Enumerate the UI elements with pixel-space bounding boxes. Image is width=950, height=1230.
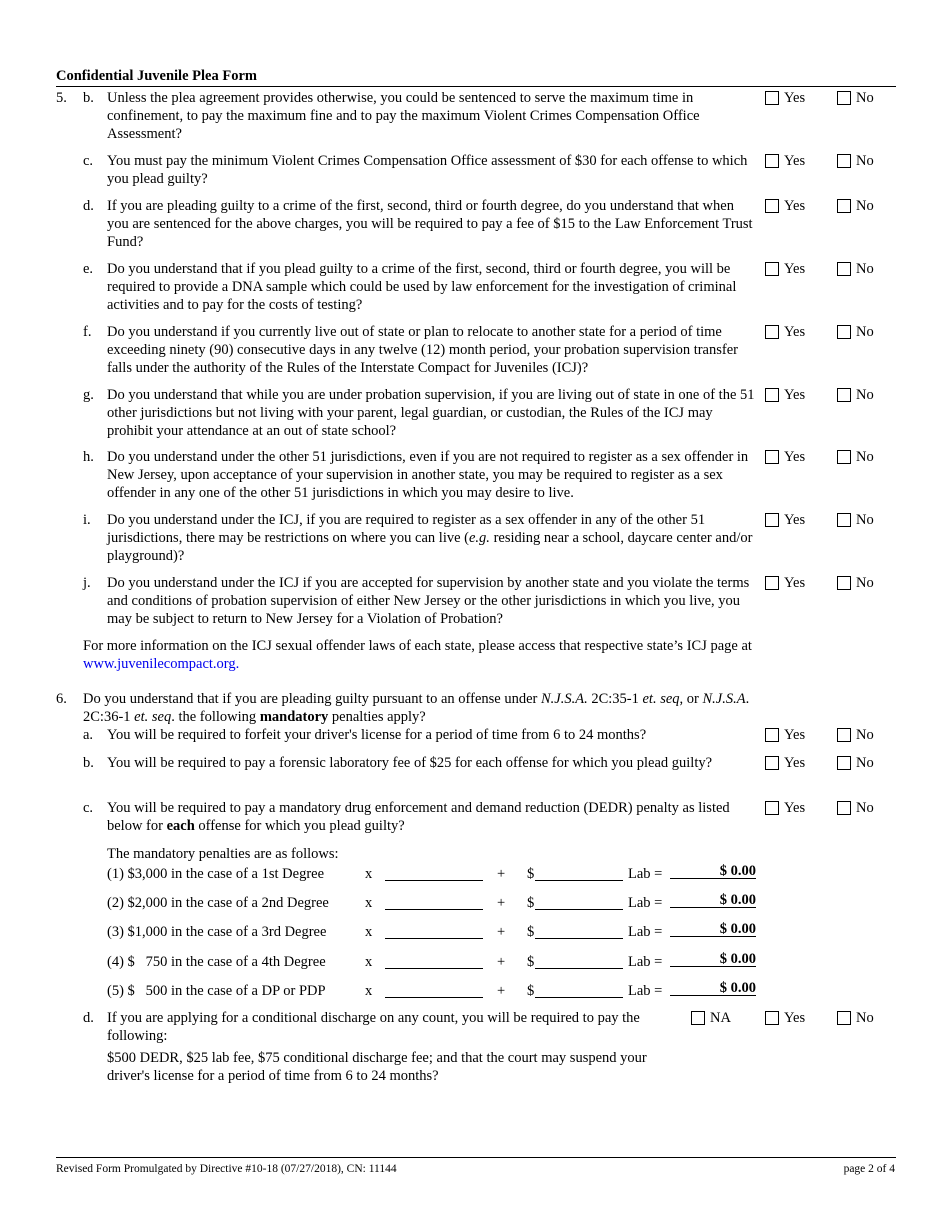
juvenile-compact-link[interactable]: www.juvenilecompact.org. <box>83 656 240 672</box>
item-5f-text: Do you understand if you currently live out of state or plan to relocate to another state for a period of time exceeding ninety (90) consecutive days in any twelve (12) month period, your probation supervision transfer falls under the authority of the Rules of the Interstate Compact for Juveniles (ICJ)? <box>107 324 738 376</box>
yes-label: Yes <box>784 90 806 106</box>
item-5d-text: If you are pleading guilty to a crime of the first, second, third or fourth degree, do you understand that when you are sentenced for the above charges, you will be required to pay a fee of $15 to the Law Enforcement Trust Fund? <box>107 198 753 250</box>
checkbox-box[interactable] <box>837 199 851 213</box>
checkbox-box[interactable] <box>837 576 851 590</box>
checkbox-box[interactable] <box>765 801 779 815</box>
item-6c-text-part2: offense for which you plead guilty? <box>194 818 405 834</box>
no-label: No <box>856 575 874 591</box>
item-5f-yes-checkbox[interactable] <box>765 323 805 341</box>
item-5c-yes-checkbox[interactable] <box>765 152 805 170</box>
checkbox-box[interactable] <box>765 154 779 168</box>
lab-label: Lab = <box>628 924 663 940</box>
checkbox-box[interactable] <box>765 513 779 527</box>
item-5c-no-checkbox[interactable] <box>837 152 874 170</box>
checkbox-box[interactable] <box>765 756 779 770</box>
item-6d-na-checkbox[interactable] <box>691 1009 731 1027</box>
penalty-total[interactable]: $ 0.00 <box>670 891 756 908</box>
item-6c-text-bold: each <box>166 818 195 834</box>
lab-label: Lab = <box>628 895 663 911</box>
plus-sign: + <box>497 924 506 940</box>
yes-label: Yes <box>784 1010 806 1026</box>
penalty-total[interactable]: $ 0.00 <box>670 920 756 937</box>
lab-label: Lab = <box>628 954 663 970</box>
no-label: No <box>856 387 874 403</box>
lab-label: Lab = <box>628 983 663 999</box>
section-6-number: 6. <box>56 691 67 707</box>
item-5i-text-part2: residing near a school, daycare center and/or playground)? <box>107 530 753 564</box>
no-label: No <box>856 800 874 816</box>
checkbox-box[interactable] <box>765 325 779 339</box>
checkbox-box[interactable] <box>837 728 851 742</box>
footer-rule <box>56 1157 896 1158</box>
item-6c-no-checkbox[interactable] <box>837 799 874 817</box>
item-6b-letter: b. <box>83 755 94 771</box>
item-5j-yes-checkbox[interactable] <box>765 574 805 592</box>
item-6b-yes-checkbox[interactable] <box>765 754 805 772</box>
item-5h-text: Do you understand under the other 51 jurisdictions, even if you are not required to register as a sex offender in New Jersey, upon acceptance of your supervision in another state, you may be required to register as a sex offender in any one of the other 51 jurisdictions in which you may desire to live. <box>107 449 749 501</box>
item-5i-text <box>107 511 757 565</box>
yes-label: Yes <box>784 198 806 214</box>
item-5b-letter: b. <box>83 90 94 106</box>
no-label: No <box>856 727 874 743</box>
item-5i-letter: i. <box>83 512 91 528</box>
item-6a-no-checkbox[interactable] <box>837 726 874 744</box>
dollar-sign: $ <box>527 983 535 999</box>
lab-fee-field[interactable] <box>535 864 623 881</box>
item-5d-no-checkbox[interactable] <box>837 197 874 215</box>
penalty-total[interactable]: $ 0.00 <box>670 950 756 967</box>
item-6d-text: If you are applying for a conditional discharge on any count, you will be required to pay the following: <box>107 1010 640 1044</box>
item-6c-text <box>107 799 747 835</box>
checkbox-box[interactable] <box>837 325 851 339</box>
plus-sign: + <box>497 954 506 970</box>
offense-count-field[interactable] <box>385 981 483 998</box>
no-label: No <box>856 90 874 106</box>
penalty-total[interactable]: $ 0.00 <box>670 862 756 879</box>
penalty-label: (2) $2,000 in the case of a 2nd Degree <box>107 895 329 911</box>
offense-count-field[interactable] <box>385 864 483 881</box>
yes-label: Yes <box>784 449 806 465</box>
plus-sign: + <box>497 866 506 882</box>
item-6d-fees-text: $500 DEDR, $25 lab fee, $75 conditional discharge fee; and that the court may suspend your driver's license for a period of time from 6 to 24 months? <box>107 1050 647 1084</box>
item-5b-text: Unless the plea agreement provides otherwise, you could be sentenced to serve the maximum time in confinement, to pay the maximum fine and to pay the maximum Violent Crimes Compensation Office Assessment? <box>107 90 700 142</box>
multiply-sign: x <box>365 895 373 911</box>
yes-label: Yes <box>784 387 806 403</box>
offense-count-field[interactable] <box>385 952 483 969</box>
item-5d-letter: d. <box>83 198 94 214</box>
no-label: No <box>856 324 874 340</box>
footer-directive: Revised Form Promulgated by Directive #10-18 (07/27/2018), CN: 11144 <box>56 1163 397 1175</box>
intro-em: et. seq <box>642 691 680 707</box>
checkbox-box[interactable] <box>765 728 779 742</box>
no-label: No <box>856 449 874 465</box>
item-6d-no-checkbox[interactable] <box>837 1009 874 1027</box>
yes-label: Yes <box>784 727 806 743</box>
item-5j-text: Do you understand under the ICJ if you are accepted for supervision by another state and you violate the terms and conditions of probation supervision of either New Jersey or the other jurisdictions in which you live, you may be subject to return to New Jersey for a Violation of Probation? <box>107 575 750 627</box>
intro-em: N.J.S.A. <box>540 691 588 707</box>
item-5h-yes-checkbox[interactable] <box>765 448 805 466</box>
item-6b-text: You will be required to pay a forensic laboratory fee of $25 for each offense for which you plead guilty? <box>107 755 713 771</box>
checkbox-box[interactable] <box>837 91 851 105</box>
item-6c-yes-checkbox[interactable] <box>765 799 805 817</box>
checkbox-box[interactable] <box>765 91 779 105</box>
checkbox-box[interactable] <box>837 450 851 464</box>
item-6a-yes-checkbox[interactable] <box>765 726 805 744</box>
offense-count-field[interactable] <box>385 922 483 939</box>
no-label: No <box>856 261 874 277</box>
lab-fee-field[interactable] <box>535 922 623 939</box>
yes-label: Yes <box>784 153 806 169</box>
section-6-intro <box>83 690 763 726</box>
item-5i-no-checkbox[interactable] <box>837 511 874 529</box>
checkbox-box[interactable] <box>765 576 779 590</box>
na-label: NA <box>710 1010 731 1026</box>
item-6c-letter: c. <box>83 800 94 816</box>
no-label: No <box>856 755 874 771</box>
form-title: Confidential Juvenile Plea Form <box>56 68 257 84</box>
item-5c-text: You must pay the minimum Violent Crimes Compensation Office assessment of $30 for each offense to which you plead guilty? <box>107 153 748 187</box>
yes-label: Yes <box>784 324 806 340</box>
yes-label: Yes <box>784 512 806 528</box>
no-label: No <box>856 1010 874 1026</box>
header-rule <box>56 86 896 87</box>
item-5g-no-checkbox[interactable] <box>837 386 874 404</box>
yes-label: Yes <box>784 755 806 771</box>
no-label: No <box>856 198 874 214</box>
intro-text: 2C:35-1 <box>587 691 643 707</box>
yes-label: Yes <box>784 800 806 816</box>
icj-info-paragraph <box>83 637 763 673</box>
yes-label: Yes <box>784 575 806 591</box>
item-6c-text-part1: You will be required to pay a mandatory drug enforcement and demand reduction (DEDR) penalty as listed below for <box>107 800 730 834</box>
penalty-label: (4) $ 750 in the case of a 4th Degree <box>107 954 326 970</box>
item-5e-no-checkbox[interactable] <box>837 260 874 278</box>
page-number: page 2 of 4 <box>843 1163 895 1175</box>
item-5g-yes-checkbox[interactable] <box>765 386 805 404</box>
checkbox-box[interactable] <box>765 262 779 276</box>
checkbox-box[interactable] <box>765 199 779 213</box>
intro-text: Do you understand that if you are pleading guilty pursuant to an offense under <box>83 691 541 707</box>
item-6d-letter: d. <box>83 1010 94 1026</box>
item-5d-yes-checkbox[interactable] <box>765 197 805 215</box>
multiply-sign: x <box>365 924 373 940</box>
icj-info-text: For more information on the ICJ sexual offender laws of each state, please access that respective state’s ICJ page at <box>83 638 752 654</box>
checkbox-box[interactable] <box>765 388 779 402</box>
item-5i-yes-checkbox[interactable] <box>765 511 805 529</box>
checkbox-box[interactable] <box>691 1011 705 1025</box>
item-5e-yes-checkbox[interactable] <box>765 260 805 278</box>
checkbox-box[interactable] <box>765 450 779 464</box>
item-5b-no-checkbox[interactable] <box>837 89 874 107</box>
item-5g-text: Do you understand that while you are under probation supervision, if you are living out of state in one of the 51 other jurisdictions but not living with your parent, legal guardian, or custodian, the Rules of the ICJ may prohibit your attendance at an out of state school? <box>107 387 755 439</box>
intro-em: et. seq <box>134 709 172 725</box>
yes-label: Yes <box>784 261 806 277</box>
penalty-label: (3) $1,000 in the case of a 3rd Degree <box>107 924 327 940</box>
lab-label: Lab = <box>628 866 663 882</box>
checkbox-box[interactable] <box>837 154 851 168</box>
checkbox-box[interactable] <box>837 388 851 402</box>
item-5e-text: Do you understand that if you plead guilty to a crime of the first, second, third or fourth degree, you will be required to provide a DNA sample which could be used by law enforcement for the investigation of criminal activities and to pay for the costs of testing? <box>107 261 737 313</box>
item-6b-no-checkbox[interactable] <box>837 754 874 772</box>
checkbox-box[interactable] <box>837 801 851 815</box>
checkbox-box[interactable] <box>837 262 851 276</box>
item-5j-no-checkbox[interactable] <box>837 574 874 592</box>
penalties-heading: The mandatory penalties are as follows: <box>107 846 339 862</box>
item-6a-text: You will be required to forfeit your driver's license for a period of time from 6 to 24 months? <box>107 727 647 743</box>
lab-fee-field[interactable] <box>535 893 623 910</box>
dollar-sign: $ <box>527 866 535 882</box>
penalty-label: (5) $ 500 in the case of a DP or PDP <box>107 983 326 999</box>
multiply-sign: x <box>365 866 373 882</box>
checkbox-box[interactable] <box>837 756 851 770</box>
no-label: No <box>856 153 874 169</box>
item-6a-letter: a. <box>83 727 94 743</box>
item-5f-no-checkbox[interactable] <box>837 323 874 341</box>
lab-fee-field[interactable] <box>535 981 623 998</box>
dollar-sign: $ <box>527 895 535 911</box>
penalty-total[interactable]: $ 0.00 <box>670 979 756 996</box>
plus-sign: + <box>497 983 506 999</box>
multiply-sign: x <box>365 954 373 970</box>
checkbox-box[interactable] <box>837 513 851 527</box>
item-6d-yes-checkbox[interactable] <box>765 1009 805 1027</box>
item-5c-letter: c. <box>83 153 94 169</box>
lab-fee-field[interactable] <box>535 952 623 969</box>
plus-sign: + <box>497 895 506 911</box>
item-5j-letter: j. <box>83 575 91 591</box>
item-5e-letter: e. <box>83 261 94 277</box>
intro-em: N.J.S.A <box>702 691 746 707</box>
item-5h-no-checkbox[interactable] <box>837 448 874 466</box>
dollar-sign: $ <box>527 924 535 940</box>
offense-count-field[interactable] <box>385 893 483 910</box>
item-5h-letter: h. <box>83 449 94 465</box>
item-5i-text-part1: Do you understand under the ICJ, if you are required to register as a sex offender in any of the other 51 jurisdictions, there may be restrictions on where you can live ( <box>107 512 706 546</box>
intro-text: . 2C:36-1 <box>83 691 750 725</box>
no-label: No <box>856 512 874 528</box>
item-5g-letter: g. <box>83 387 94 403</box>
item-5i-text-em: e.g. <box>469 530 490 546</box>
item-5f-letter: f. <box>83 324 92 340</box>
multiply-sign: x <box>365 983 373 999</box>
intro-text: . the following <box>171 709 260 725</box>
checkbox-box[interactable] <box>765 1011 779 1025</box>
section-5-number: 5. <box>56 90 67 106</box>
intro-text: penalties apply? <box>328 709 426 725</box>
item-5b-yes-checkbox[interactable] <box>765 89 805 107</box>
checkbox-box[interactable] <box>837 1011 851 1025</box>
intro-text: , or <box>679 691 703 707</box>
dollar-sign: $ <box>527 954 535 970</box>
penalty-label: (1) $3,000 in the case of a 1st Degree <box>107 866 325 882</box>
intro-bold: mandatory <box>259 709 329 725</box>
